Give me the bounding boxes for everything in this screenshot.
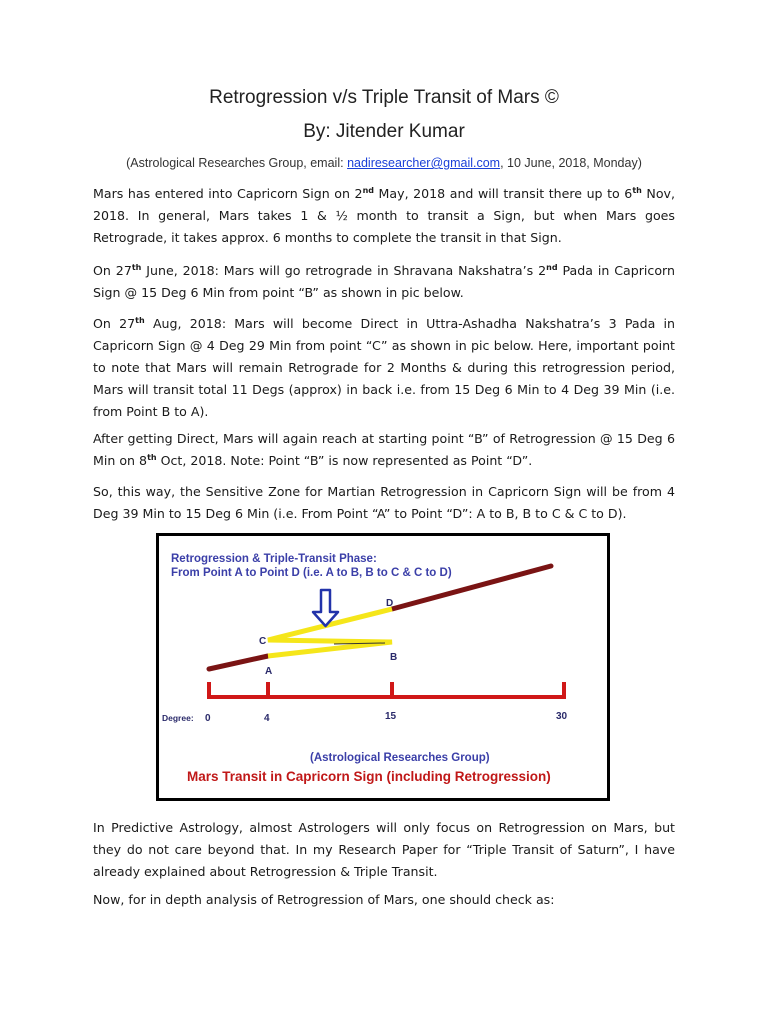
label-d: D bbox=[386, 598, 394, 609]
diagram-heading-1: Retrogression & Triple-Transit Phase: bbox=[171, 553, 377, 565]
document-author: By: Jitender Kumar bbox=[303, 121, 465, 142]
label-a: A bbox=[265, 666, 273, 677]
diagram-caption: Mars Transit in Capricorn Sign (including Retrogression) bbox=[187, 769, 551, 784]
diagram-heading-2: From Point A to Point D (i.e. A to B, B to C & C to D) bbox=[171, 567, 452, 579]
paragraph-2: On 27th June, 2018: Mars will go retrograde in Shravana Nakshatra’s 2nd Pada in Capricorn Sign @ 15 Deg 6 Min from point “B” as shown in pic below. bbox=[93, 262, 675, 300]
track-before-a bbox=[209, 656, 268, 669]
tick-label-4: 4 bbox=[264, 713, 270, 724]
paragraph-4: After getting Direct, Mars will again reach at starting point “B” of Retrogression @ 15 Deg 6 Min on 8th Oct, 2018. Note: Point “B” is now represented as Point “D”. bbox=[93, 431, 675, 468]
meta-prefix: (Astrological Researches Group, email: bbox=[126, 156, 348, 170]
meta-suffix: , 10 June, 2018, Monday) bbox=[500, 156, 642, 170]
paragraph-7: Now, for in depth analysis of Retrogression of Mars, one should check as: bbox=[93, 892, 555, 907]
tick-label-0: 0 bbox=[205, 713, 211, 724]
mars-transit-diagram bbox=[156, 533, 610, 801]
tick-label-15: 15 bbox=[385, 711, 397, 722]
paragraph-6: In Predictive Astrology, almost Astrologers will only focus on Retrogression on Mars, but they do not care beyond that. In my Research Paper for “Triple Transit of Saturn”, I have already explained about Retrogression & Triple Transit. bbox=[93, 820, 675, 879]
paragraph-1: Mars has entered into Capricorn Sign on 2nd May, 2018 and will transit there up to 6th Nov, 2018. In general, Mars takes 1 & ½ month to transit a Sign, but when Mars goes Retrograde, it takes approx. 6 months to complete the transit in that Sign. bbox=[93, 185, 675, 245]
email-link[interactable]: nadiresearcher@gmail.com bbox=[347, 156, 501, 170]
diagram-credit: (Astrological Researches Group) bbox=[310, 752, 490, 764]
arrow-down-icon bbox=[313, 590, 338, 626]
document-meta bbox=[0, 156, 768, 170]
degree-label: Degree: bbox=[162, 713, 194, 723]
label-b: B bbox=[390, 652, 398, 663]
label-c: C bbox=[259, 636, 267, 647]
diagram-svg bbox=[159, 536, 607, 798]
tick-label-30: 30 bbox=[556, 711, 568, 722]
paragraph-5: So, this way, the Sensitive Zone for Martian Retrogression in Capricorn Sign will be from 4 Deg 39 Min to 15 Deg 6 Min (i.e. From Point “A” to Point “D”: A to B, B to C & C to D). bbox=[93, 484, 675, 521]
paragraph-3: On 27th Aug, 2018: Mars will become Direct in Uttra-Ashadha Nakshatra’s 3 Pada in Capricorn Sign @ 4 Deg 29 Min from point “C” as shown in pic below. Here, important point to note that Mars will remain Retrograde for 2 Months & during this retrogression period, Mars will transit total 11 Degs (approx) in back i.e. from 15 Deg 6 Min to 4 Deg 39 Min (i.e. from Point B to A). bbox=[93, 315, 675, 419]
document-title: Retrogression v/s Triple Transit of Mars © bbox=[209, 87, 559, 108]
